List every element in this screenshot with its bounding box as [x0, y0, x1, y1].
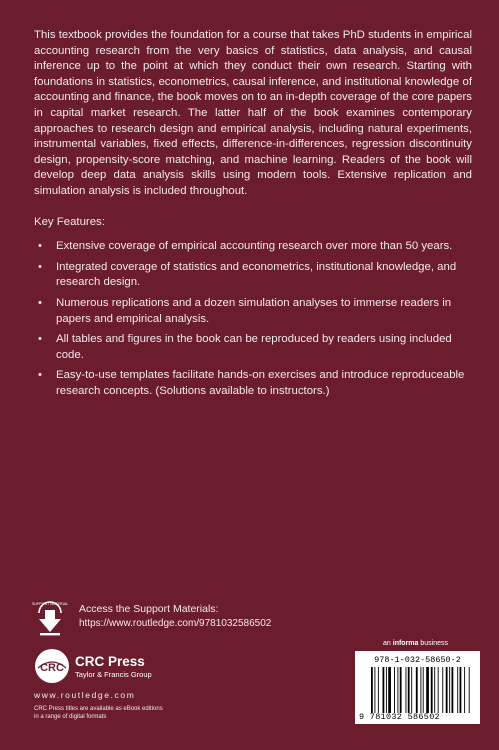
support-materials — [34, 599, 334, 639]
feature-text: All tables and figures in the book can be reproduced by readers using included code. — [56, 333, 452, 361]
crc-press-logo — [34, 648, 184, 686]
list-item — [34, 260, 472, 291]
feature-text: Numerous replications and a dozen simulation analyses to immerse readers in papers and empirical analysis. — [56, 296, 452, 325]
support-materials-link[interactable]: https://www.routledge.com/9781032586502 — [79, 618, 272, 629]
feature-text: Easy-to-use templates facilitate hands-on exercises and introduce reproduceable research concepts. (Solutions available to instructors.) — [56, 369, 465, 397]
informa-brand: informa — [392, 640, 419, 647]
informa-suffix: business — [420, 640, 449, 647]
list-item — [34, 368, 472, 399]
informa-prefix: an — [383, 640, 391, 647]
feature-text: Extensive coverage of empirical accounting research over more than 50 years. — [56, 240, 453, 253]
informa-business-tag — [383, 640, 448, 647]
isbn-number: 978-1-032-58650-2 — [374, 655, 461, 665]
publisher-name: CRC Press — [75, 654, 145, 669]
book-description: This textbook provides the foundation for a course that takes PhD students in empirical accounting research from the very basics of statistics, data analysis, and causal inference up to the point at which they conduct their own research. Starting with foundations in statistics, econometrics, causal inference, and institutional knowledge of accounting and finance, the book moves on to an in-depth coverage of the core papers in capital market research. The latter half of the book examines contemporary approaches to research design and empirical analysis, including natural experiments, instrumental variables, fixed effects, difference-in-differences, regression discontinuity design, propensity-score matching, and machine learning. Readers of the book will develop deep data analysis skills using modern tools. Extensive replication and simulation analysis is included throughout. — [34, 29, 472, 197]
publisher-group: Taylor & Francis Group — [75, 670, 152, 679]
support-material-download-icon — [34, 599, 66, 637]
bullet-icon: • — [38, 240, 42, 253]
bullet-icon: • — [38, 369, 42, 382]
ebook-note: CRC Press titles are available as eBook editions in a range of digital formats — [34, 706, 163, 720]
barcode-digits: 9 781032 586502 — [359, 712, 441, 722]
list-item — [34, 296, 472, 327]
barcode-bars — [371, 667, 471, 713]
back-cover-text — [34, 28, 472, 404]
bullet-icon: • — [38, 333, 42, 346]
feature-text: Integrated coverage of statistics and econometrics, institutional knowledge, and research design. — [56, 260, 457, 289]
crc-circle-icon — [34, 648, 70, 684]
key-features-list — [34, 239, 472, 399]
bullet-icon: • — [38, 296, 42, 309]
list-item — [34, 239, 472, 255]
support-materials-label: Access the Support Materials: — [79, 603, 219, 615]
list-item — [34, 332, 472, 363]
support-icon-label: SUPPORT MATERIAL — [32, 602, 68, 606]
publisher-website[interactable]: www.routledge.com — [34, 690, 136, 700]
crc-logo-text: CRC — [40, 662, 64, 674]
key-features-heading: Key Features: — [34, 215, 105, 228]
bullet-icon: • — [38, 260, 42, 273]
isbn-barcode — [355, 651, 480, 724]
